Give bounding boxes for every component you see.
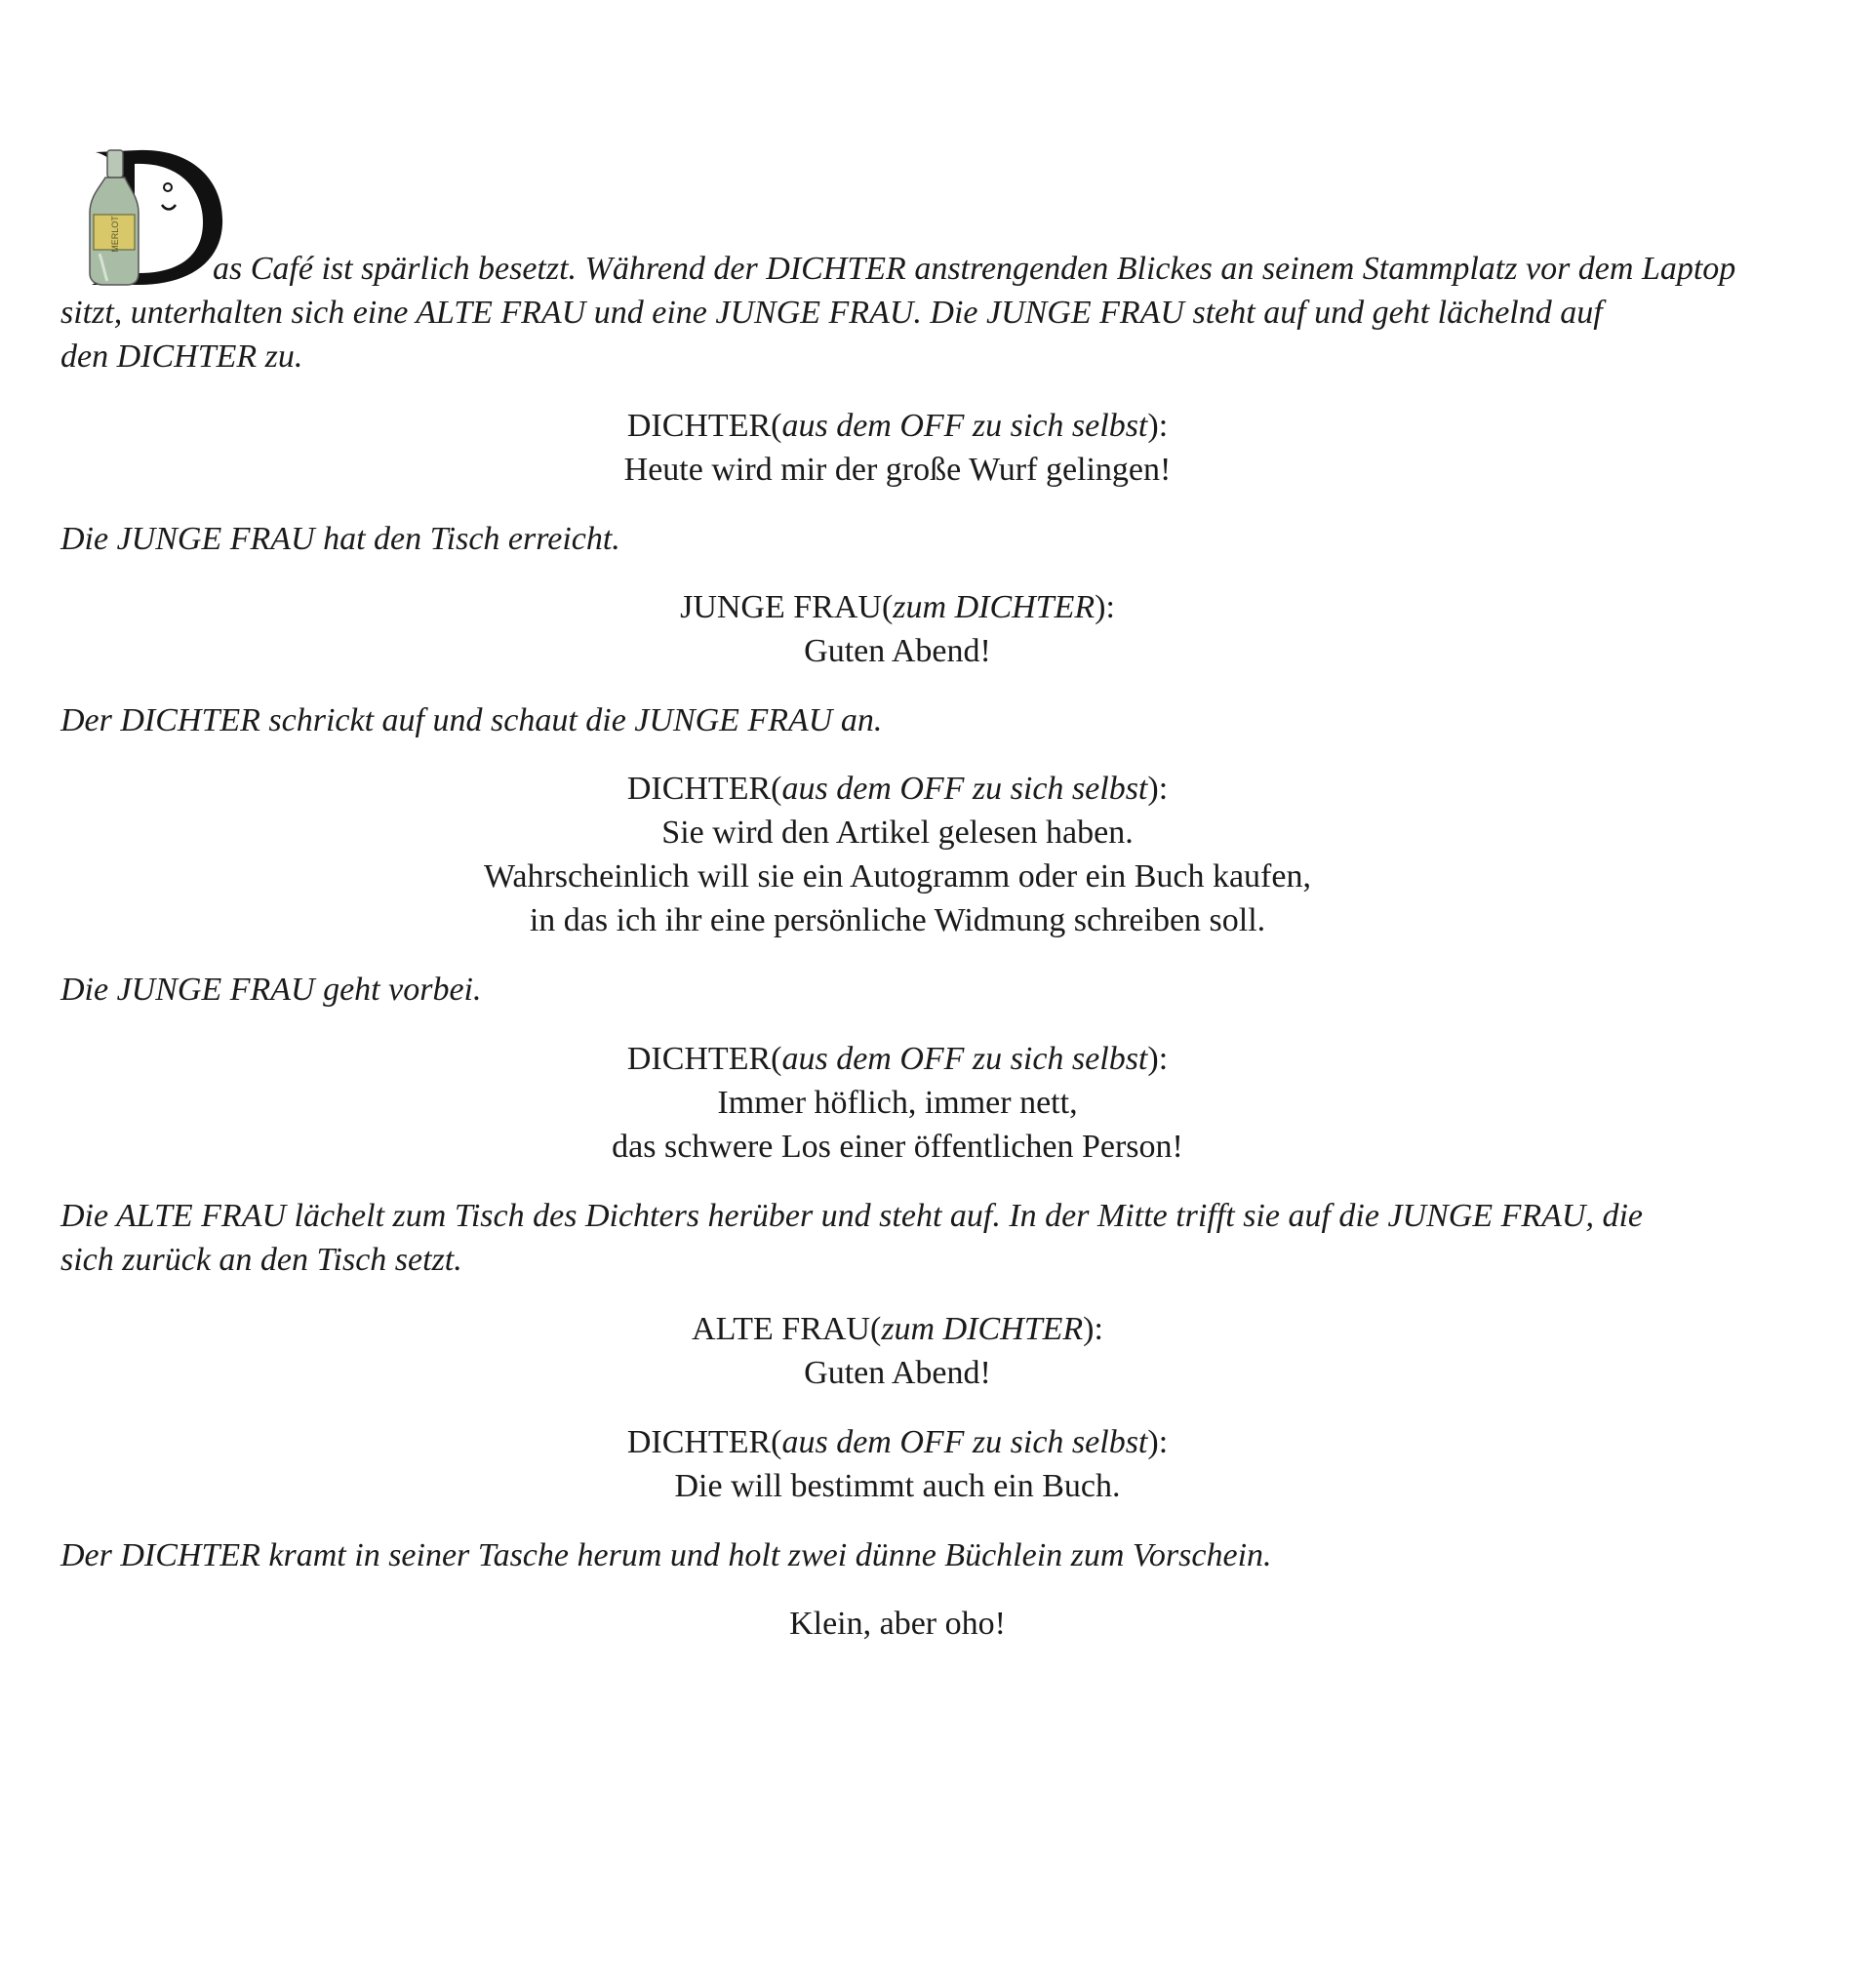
dialogue-line: Sie wird den Artikel gelesen haben.	[661, 815, 1134, 851]
stage-direction: Die JUNGE FRAU hat den Tisch erreicht.	[60, 521, 620, 557]
speaker-heading: ALTE FRAU(zum DICHTER):	[692, 1311, 1103, 1347]
stage-direction: Der DICHTER kramt in seiner Tasche herum und holt zwei dünne Büchlein zum Vorschein.	[60, 1537, 1272, 1573]
speaker-direction: aus dem OFF zu sich selbst	[781, 1424, 1148, 1460]
dialogue-line: in das ich ihr eine persönliche Widmung schreiben soll.	[529, 902, 1266, 938]
dialogue-line: Guten Abend!	[804, 633, 991, 669]
speaker-name: DICHTER	[626, 408, 772, 444]
speaker-name: DICHTER	[626, 1041, 772, 1077]
dialogue-line: das schwere Los einer öffentlichen Person!	[612, 1129, 1183, 1165]
speaker-name: DICHTER	[626, 771, 772, 807]
speaker-name: DICHTER	[626, 1424, 772, 1460]
dialogue-line: Heute wird mir der große Wurf gelingen!	[623, 452, 1172, 488]
intro-line-1: as Café ist spärlich besetzt. Während der DICHTER anstrengenden Blickes an seinem Stammplatz vor dem Laptop	[213, 251, 1736, 287]
speaker-heading: DICHTER(aus dem OFF zu sich selbst):	[626, 408, 1169, 444]
intro-line-3: den DICHTER zu.	[60, 338, 303, 375]
dialogue-line: Wahrscheinlich will sie ein Autogramm oder ein Buch kaufen,	[484, 858, 1311, 895]
speaker-direction: zum DICHTER	[893, 589, 1096, 625]
dropcap	[78, 144, 234, 289]
speaker-direction: zum DICHTER	[881, 1311, 1084, 1347]
dialogue-line: Immer höflich, immer nett,	[717, 1085, 1078, 1121]
stage-direction: sich zurück an den Tisch setzt.	[60, 1242, 462, 1278]
bottle-label: MERLOT	[110, 216, 120, 253]
dialogue-line: Guten Abend!	[804, 1355, 991, 1391]
speaker-heading: DICHTER(aus dem OFF zu sich selbst):	[626, 1041, 1169, 1077]
speaker-direction: aus dem OFF zu sich selbst	[781, 408, 1148, 444]
speaker-direction: aus dem OFF zu sich selbst	[781, 1041, 1148, 1077]
speaker-name: JUNGE FRAU	[680, 589, 882, 625]
speaker-heading: JUNGE FRAU(zum DICHTER):	[680, 589, 1115, 625]
intro-line-2: sitzt, unterhalten sich eine ALTE FRAU und eine JUNGE FRAU. Die JUNGE FRAU steht auf und geht lächelnd auf	[60, 295, 1603, 331]
bottle-face-icon	[78, 144, 234, 289]
speaker-heading: DICHTER(aus dem OFF zu sich selbst):	[626, 771, 1169, 807]
speaker-direction: aus dem OFF zu sich selbst	[781, 771, 1148, 807]
speaker-name: ALTE FRAU	[692, 1311, 870, 1347]
dialogue-line: Die will bestimmt auch ein Buch.	[674, 1468, 1121, 1504]
stage-direction: Der DICHTER schrickt auf und schaut die JUNGE FRAU an.	[60, 702, 883, 738]
dialogue-line: Klein, aber oho!	[789, 1606, 1006, 1642]
speaker-heading: DICHTER(aus dem OFF zu sich selbst):	[626, 1424, 1169, 1460]
stage-direction: Die JUNGE FRAU geht vorbei.	[60, 972, 482, 1008]
stage-direction: Die ALTE FRAU lächelt zum Tisch des Dichters herüber und steht auf. In der Mitte trifft sie auf die JUNGE FRAU, die	[60, 1198, 1643, 1234]
